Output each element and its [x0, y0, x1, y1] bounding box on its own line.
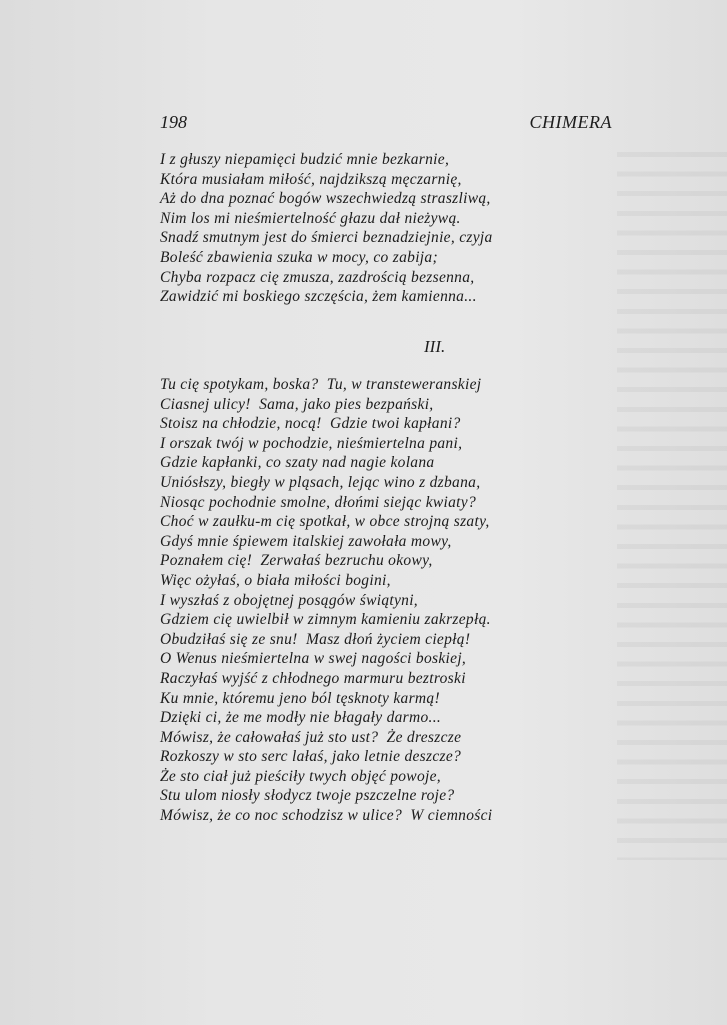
verse-line: Mówisz, że całowałaś już sto ust? Że dreszcze: [160, 728, 462, 746]
verse-line: Raczyłaś wyjść z chłodnego marmuru beztroski: [160, 669, 466, 687]
verse-line: Więc ożyłaś, o biała miłości bogini,: [160, 571, 391, 589]
verse-line: O Wenus nieśmiertelna w swej nagości boskiej,: [160, 650, 467, 668]
verse-line: Gdziem cię uwielbił w zimnym kamieniu zakrzepłą.: [160, 611, 491, 629]
verse-line: Gdyś mnie śpiewem italskiej zawołała mowy,: [160, 532, 452, 550]
running-title: CHIMERA: [529, 112, 612, 132]
section-number: III.: [424, 337, 446, 356]
verse-line: I orszak twój w pochodzie, nieśmiertelna pani,: [160, 434, 463, 452]
verse-line: Niosąc pochodnie smolne, dłońmi siejąc kwiaty?: [160, 493, 477, 511]
verse-line: Snadź smutnym jest do śmierci beznadziejnie, czyja: [160, 229, 493, 247]
verse-line: Uniósłszy, biegły w pląsach, lejąc wino z dzbana,: [160, 473, 481, 491]
verse-line: Która musiałam miłość, najdzikszą męczarnię,: [160, 170, 462, 188]
verse-line: Ku mnie, któremu jeno ból tęsknoty karmą!: [160, 689, 440, 707]
stanza-2: [160, 375, 492, 826]
verse-line: Obudziłaś się ze snu! Masz dłoń życiem ciepłą!: [160, 630, 471, 648]
page-number: 198: [160, 112, 187, 132]
verse-line: Tu cię spotykam, boska? Tu, w transteweranskiej: [160, 376, 482, 393]
stanza-1: [160, 150, 493, 307]
verse-line: Dzięki ci, że me modły nie błagały darmo...: [160, 709, 442, 727]
verse-line: Ciasnej ulicy! Sama, jako pies bezpański,: [160, 395, 434, 413]
verse-line: Chyba rozpacz cię zmusza, zazdrością bezsenna,: [160, 268, 475, 286]
verse-line: Gdzie kapłanki, co szaty nad nagie kolana: [160, 454, 435, 472]
verse-line: Stu ulom niosły słodycz twoje pszczelne roje?: [160, 787, 455, 805]
verse-line: I z głuszy niepamięci budzić mnie bezkarnie,: [160, 151, 450, 168]
verse-line: Zawidzić mi boskiego szczęścia, żem kamienna...: [160, 288, 477, 306]
verse-line: I wyszłaś z obojętnej posągów świątyni,: [160, 591, 418, 609]
verse-line: Boleść zbawienia szuka w mocy, co zabija;: [160, 248, 438, 266]
verse-line: Nim los mi nieśmiertelność głazu dał nieżywą.: [160, 209, 461, 227]
show-through-text: [617, 140, 727, 860]
verse-line: Aż do dna poznać bogów wszechwiedzą straszliwą,: [160, 190, 491, 208]
verse-line: Stoisz na chłodzie, nocą! Gdzie twoi kapłani?: [160, 415, 461, 433]
verse-line: Choć w zaułku-m cię spotkał, w obce strojną szaty,: [160, 513, 490, 531]
verse-line: Poznałem cię! Zerwałaś bezruchu okowy,: [160, 552, 433, 570]
verse-line: Mówisz, że co noc schodzisz w ulice? W ciemności: [160, 807, 493, 825]
verse-line: Że sto ciał już pieściły twych objęć powoje,: [160, 767, 441, 785]
verse-line: Rozkoszy w sto serc lałaś, jako letnie deszcze?: [160, 748, 462, 766]
